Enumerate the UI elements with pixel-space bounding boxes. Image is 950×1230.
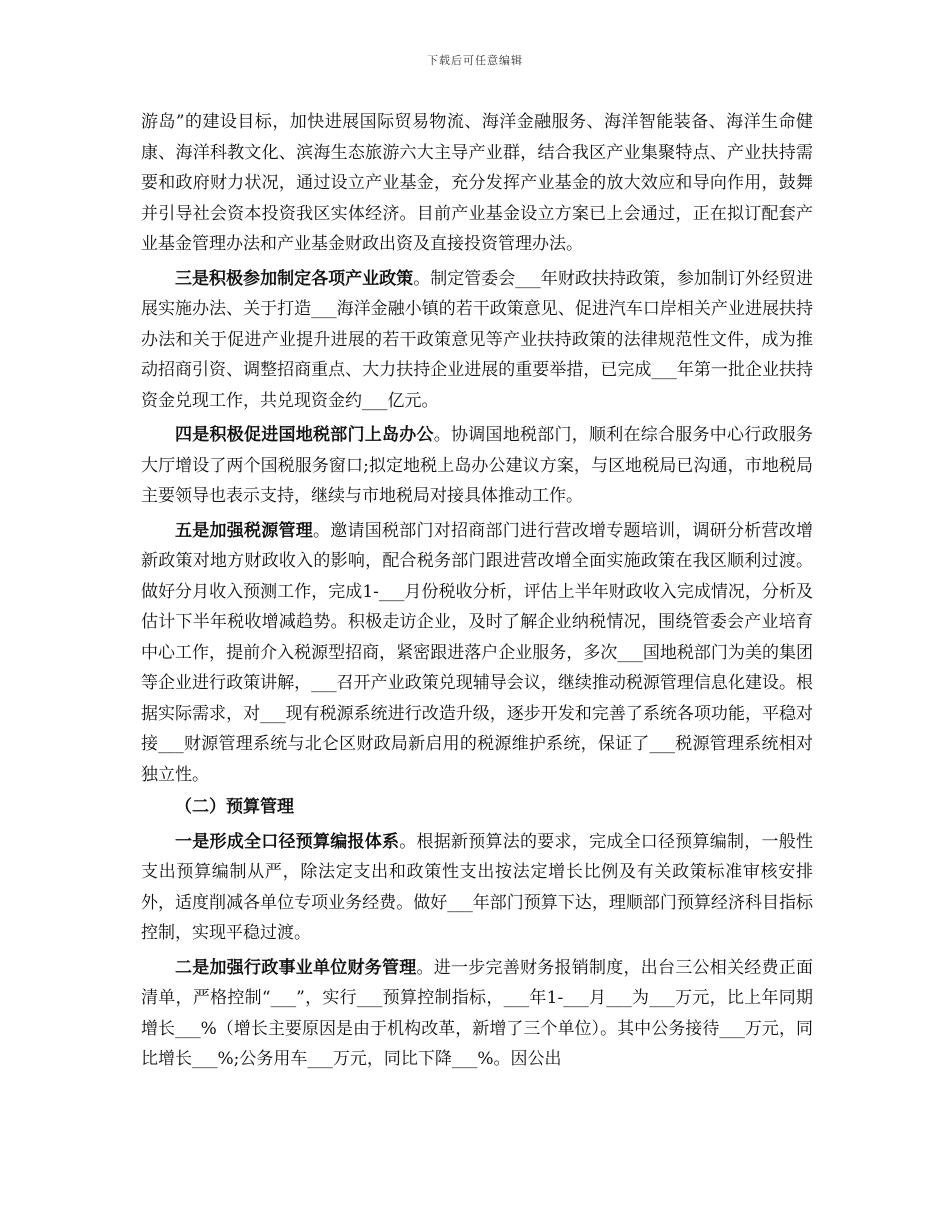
paragraph-lead: 一是形成全口径预算编报体系	[175, 831, 400, 852]
paragraph-body: 。进一步完善财务报销制度，出台三公相关经费正面清单，严格控制“___”，实行___预算控制指标，___年1-___月___为___万元，比上年同期增长___%（增长主要原因是由于机构改革，新增了三个单位）。其中公务接待___万元，同比增长___%;公务用车___万元，同比下降___%。因公出	[141, 957, 813, 1069]
paragraph-budget-system	[141, 827, 813, 949]
paragraph-body: 。协调国地税部门，顺利在综合服务中心行政服务大厅增设了两个国税服务窗口;拟定地税上岛办公建议方案，与区地税局已沟通，市地税局主要领导也表示支持，继续与市地税局对接具体推动工作。	[141, 425, 813, 506]
section-heading-budget: （二）预算管理	[175, 797, 294, 817]
paragraph-body: 游岛”的建设目标，加快进展国际贸易物流、海洋金融服务、海洋智能装备、海洋生命健康、海洋科教文化、滨海生态旅游六大主导产业群，结合我区产业集聚特点、产业扶持需要和政府财力状况，通过设立产业基金，充分发挥产业基金的放大效应和导向作用，鼓舞并引导社会资本投资我区实体经济。目前产业基金设立方案已上会通过，正在拟订配套产业基金管理办法和产业基金财政出资及直接投资管理办法。	[141, 112, 813, 254]
paragraph-body: 。根据新预算法的要求，完成全口径预算编制，一般性支出预算编制从严，除法定支出和政策性支出按法定增长比例及有关政策标准审核安排外，适度削减各单位专项业务经费。做好___年部门预算下达，理顺部门预算经济科目指标控制，实现平稳过渡。	[141, 831, 813, 943]
paragraph-lead: 五是加强税源管理	[175, 520, 313, 541]
paragraph-lead: 二是加强行政事业单位财务管理	[175, 957, 417, 978]
paragraph-tax-office	[141, 420, 813, 512]
paragraph-lead: 三是积极参加制定各项产业政策	[175, 268, 414, 289]
paragraph-industry-policy	[141, 264, 813, 417]
paragraph-tax-source	[141, 516, 813, 791]
paragraph-finance-management	[141, 953, 813, 1075]
document-body	[141, 107, 813, 1075]
paragraph-body: 。邀请国税部门对招商部门进行营改增专题培训，调研分析营改增新政策对地方财政收入的影响，配合税务部门跟进营改增全面实施政策在我区顺利过渡。做好分月收入预测工作，完成1-___月份税收分析，评估上半年财政收入完成情况，分析及估计下半年税收增减趋势。积极走访企业，及时了解企业纳税情况，围绕管委会产业培育中心工作，提前介入税源型招商，紧密跟进落户企业服务，多次___国地税部门为美的集团等企业进行政策讲解，___召开产业政策兑现辅导会议，继续推动税源管理信息化建设。根据实际需求，对___现有税源系统进行改造升级，逐步开发和完善了系统各项功能，平稳对接___财源管理系统与北仑区财政局新启用的税源维护系统，保证了___税源管理系统相对独立性。	[141, 520, 813, 785]
paragraph-body: 。制定管委会___年财政扶持政策，参加制订外经贸进展实施办法、关于打造___海洋金融小镇的若干政策意见、促进汽车口岸相关产业进展扶持办法和关于促进产业提升进展的若干政策意见等产业扶持政策的法律规范性文件，成为推动招商引资、调整招商重点、大力扶持企业进展的重要举措，已完成___年第一批企业扶持资金兑现工作，共兑现资金约___亿元。	[141, 268, 814, 411]
paragraph-industry-fund	[141, 107, 813, 260]
page-header: 下载后可任意编辑	[427, 54, 523, 67]
paragraph-lead: 四是积极促进国地税部门上岛办公	[175, 425, 434, 445]
